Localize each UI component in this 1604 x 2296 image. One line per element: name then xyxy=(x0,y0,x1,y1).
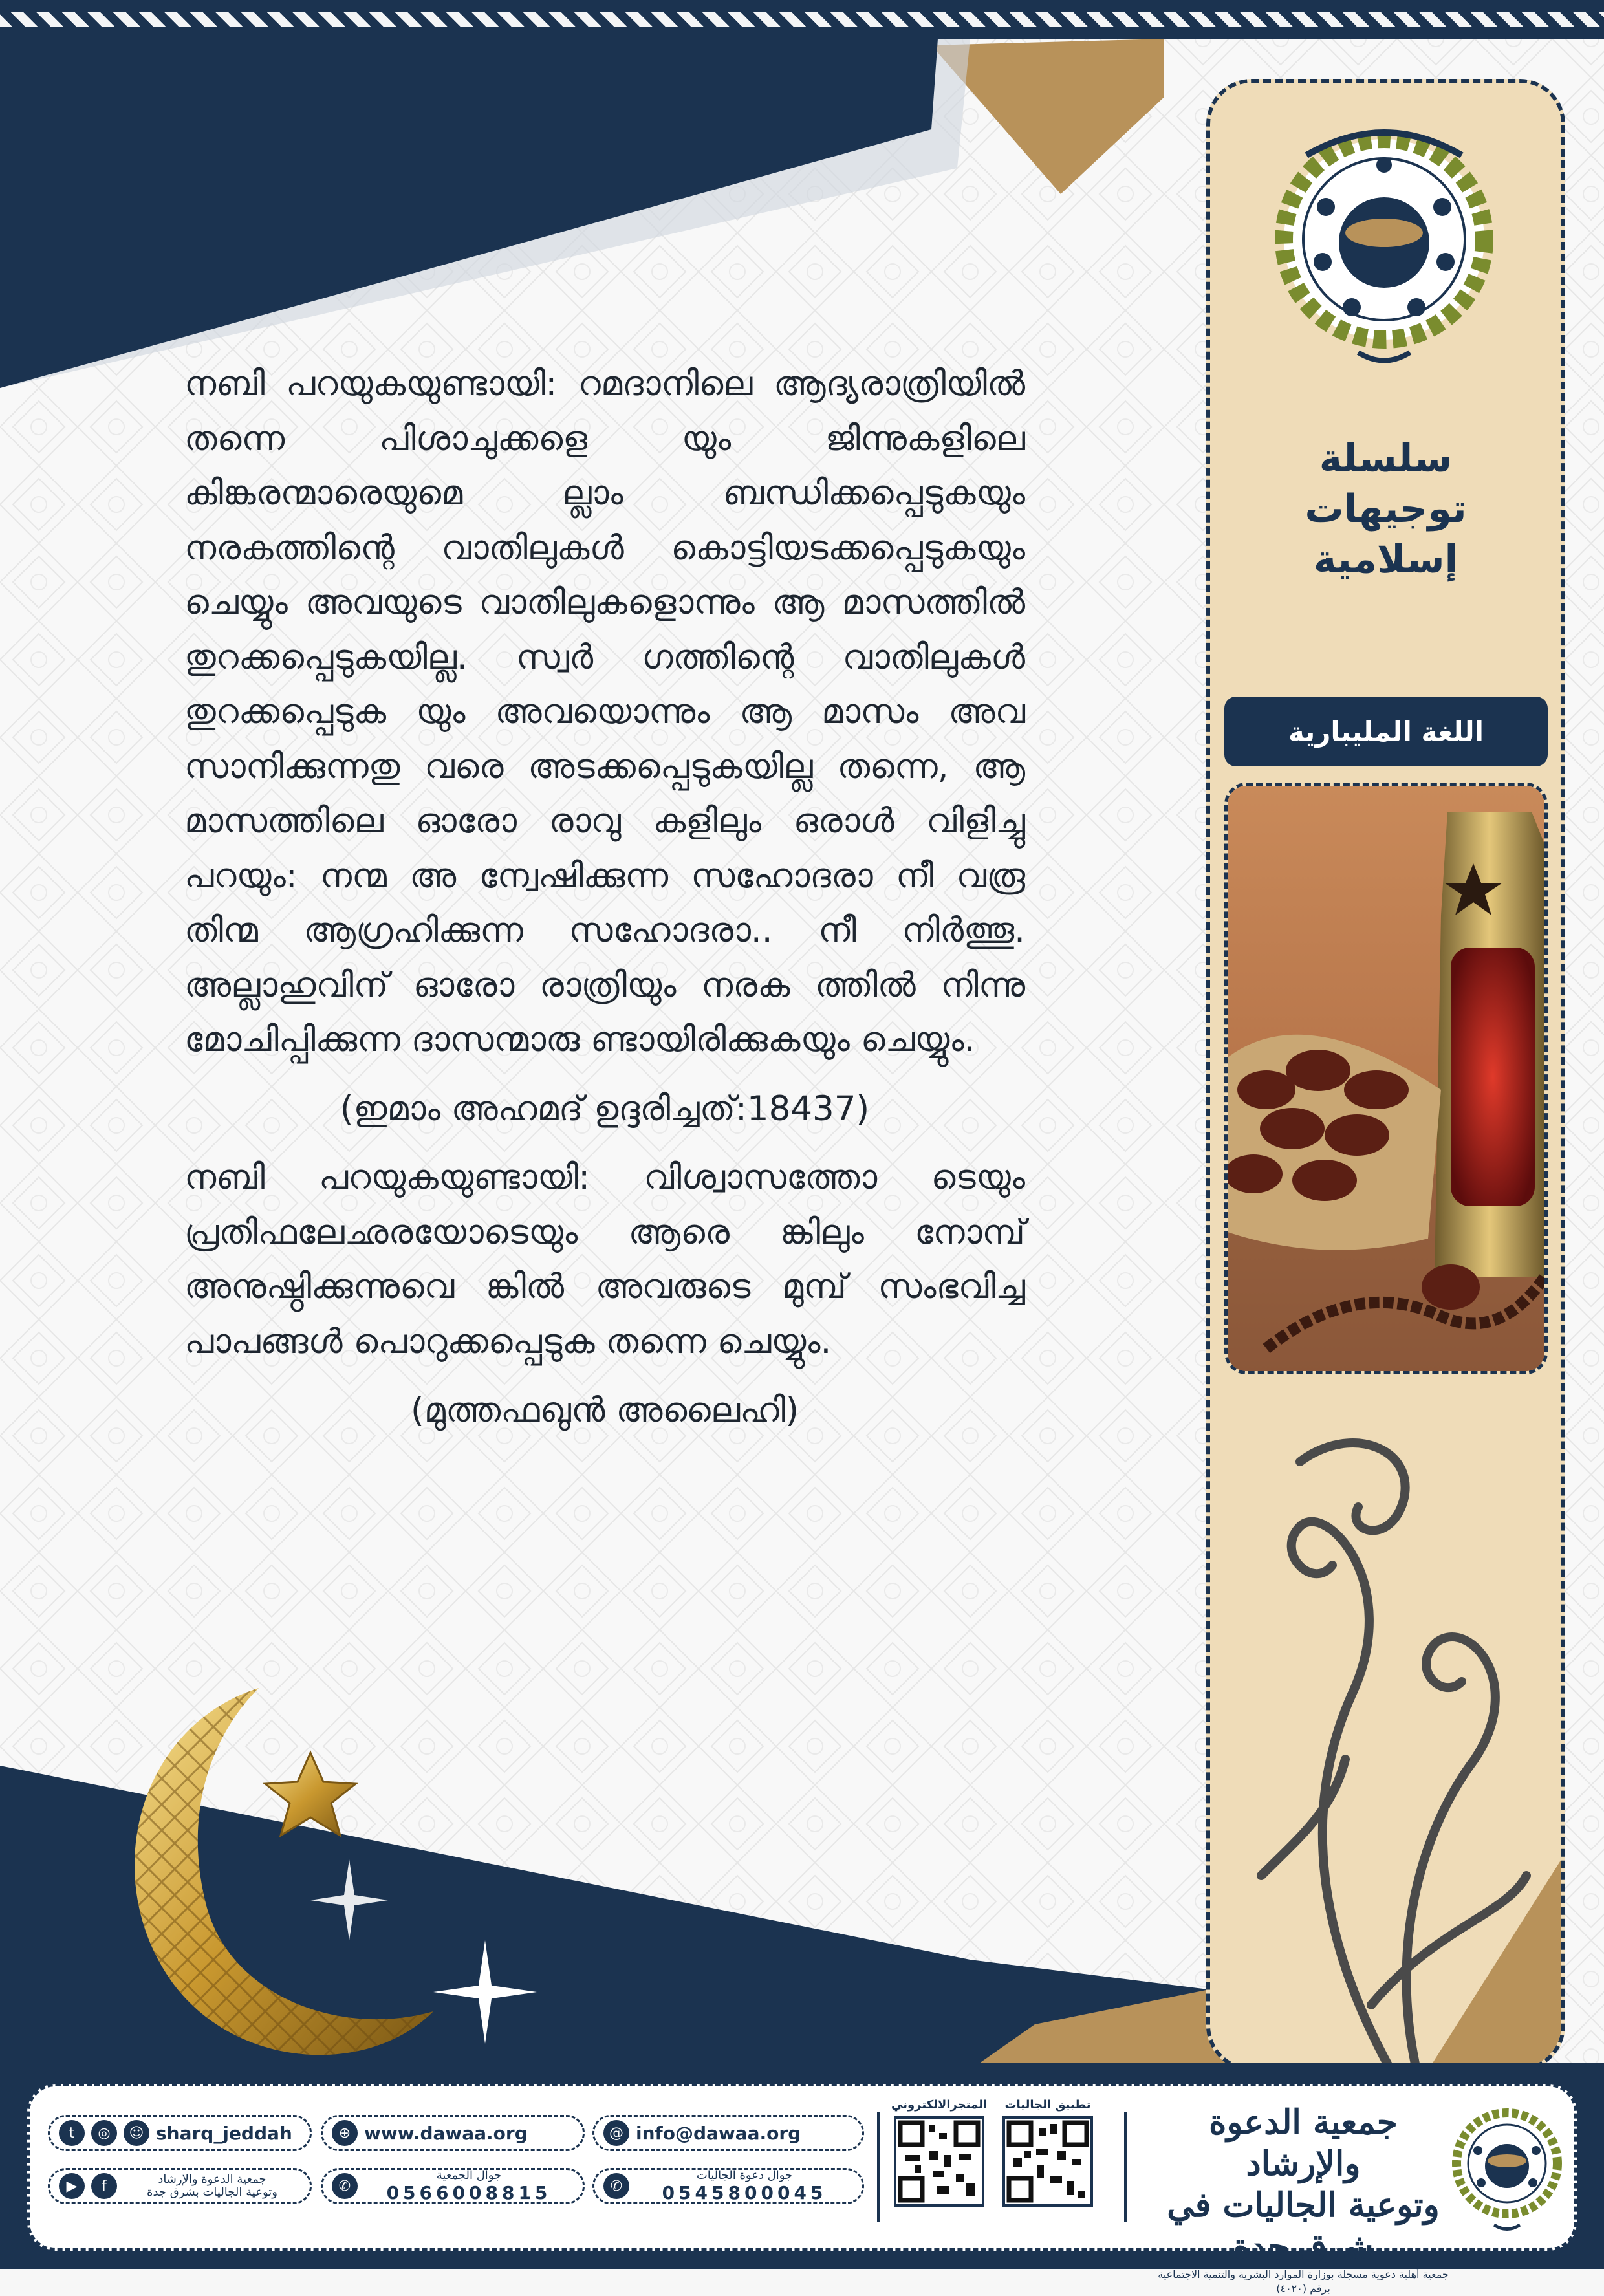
series-title-line: إسلامية xyxy=(1313,537,1458,582)
series-title-line: سلسلة xyxy=(1319,436,1453,481)
email-link[interactable] xyxy=(592,2115,864,2151)
hadith-paragraph-1: നബി പറയുകയുണ്ടായി: റമദാനിലെ ആദ്യരാത്രിയിൽ തന്നെ പിശാചുക്കളെ യും ജിന്നുകളിലെ കിങ്കരന്മാരെയുമെ ല്ലാം ബന്ധിക്കപ്പെടുകയും നരകത്തിന്റെ വാതിലുകൾ കൊട്ടിയടക്കപ്പെടുകയും ചെയ്യും അവയുടെ വാതിലുകളൊന്നും ആ മാസത്തിൽ തുറക്കപ്പെടുകയില്ല. സ്വർ ഗത്തിന്റെ വാതിലുകൾ തുറക്കപ്പെടുക യും അവയൊന്നും ആ മാസം അവ സാനിക്കുന്നതു വരെ അടക്കപ്പെടുകയില്ല തന്നെ, ആ മാസത്തിലെ ഓരോ രാവു കളിലും ഒരാൾ വിളിച്ചു പറയും: നന്മ അ ന്വേഷിക്കുന്ന സഹോദരാ നീ വരൂ തിന്മ ആഗ്രഹിക്കുന്ന സഹോദരാ.. നീ നിർത്തൂ. അല്ലാഹുവിന് ഓരോ രാത്രിയും നരക ത്തിൽ നിന്നു മോചിപ്പിക്കുന്ന ദാസന്മാരു ണ്ടായിരിക്കുകയും ചെയ്യും. xyxy=(184,364,1025,1059)
series-title xyxy=(1216,433,1555,585)
main-content xyxy=(184,357,1025,1438)
top-decoration xyxy=(0,39,1164,401)
website-text: www.dawaa.org xyxy=(364,2122,528,2144)
phone1-pill[interactable] xyxy=(321,2168,585,2204)
footer-logo xyxy=(1449,2099,1565,2235)
website-link[interactable] xyxy=(321,2115,585,2151)
social-channels-pill[interactable] xyxy=(48,2168,312,2204)
qr-code-app[interactable] xyxy=(1002,2116,1093,2207)
org-registration: جمعية أهلية دعوية مسجلة بوزارة الموارد البشرية والتنمية الاجتماعية برقم (٤٠٢٠) xyxy=(1158,2268,1449,2295)
phone2-pill[interactable] xyxy=(592,2168,864,2204)
social-handle-pill[interactable] xyxy=(48,2115,312,2151)
org-small-line: جمعية الدعوة والإرشاد xyxy=(158,2172,266,2186)
hadith-citation-2: (മുത്തഫഖുൻ അലൈഹി) xyxy=(410,1391,799,1430)
footer-divider xyxy=(877,2112,880,2222)
phone2-number: 0545800045 xyxy=(662,2182,827,2204)
top-border xyxy=(0,0,1604,39)
phone-icon: ✆ xyxy=(603,2173,629,2199)
phone2-label: جوال دعوة الجاليات xyxy=(696,2168,793,2182)
crescent-moon-decoration xyxy=(97,1675,537,2076)
snapchat-icon[interactable]: ☺ xyxy=(124,2120,149,2146)
decorative-swirl xyxy=(1222,1423,1552,2070)
qr-code-store[interactable] xyxy=(894,2116,984,2207)
qr2-label: تطبيق الجاليات xyxy=(1004,2098,1091,2112)
footer-organization-name xyxy=(1158,2102,1449,2295)
language-badge: اللغة المليبارية xyxy=(1224,697,1548,766)
ramadan-photo xyxy=(1224,783,1548,1374)
globe-icon: ⊕ xyxy=(332,2120,358,2146)
email-icon: @ xyxy=(603,2120,629,2146)
org-small-line: وتوعية الجاليات بشرق جدة xyxy=(147,2185,277,2199)
org-name-line2: وتوعية الجاليات في شرق جدة xyxy=(1167,2185,1440,2266)
qr1-label: المتجرالالكتروني xyxy=(891,2098,988,2112)
twitter-icon[interactable]: t xyxy=(59,2120,85,2146)
hadith-paragraph-2: നബി പറയുകയുണ്ടായി: വിശ്വാസത്തോ ടെയും പ്രതിഫലേഛരയോടെയും ആരെ ങ്കിലും നോമ്പ് അനുഷ്ഠിക്കുന്നുവെ ങ്കിൽ അവരുടെ മുമ്പ് സംഭവിച്ച പാപങ്ങൾ പൊറുക്കപ്പെടുക തന്നെ ചെയ്യും. xyxy=(184,1158,1025,1361)
facebook-icon[interactable]: f xyxy=(91,2173,117,2199)
phone1-number: 0566008815 xyxy=(386,2182,552,2204)
email-text: info@dawaa.org xyxy=(636,2122,801,2144)
footer-divider xyxy=(1124,2112,1127,2222)
phone-icon: ✆ xyxy=(332,2173,358,2199)
phone1-label: جوال الجمعية xyxy=(436,2168,502,2182)
instagram-icon[interactable]: ◎ xyxy=(91,2120,117,2146)
hadith-citation-1: (ഇമാം അഹമദ് ഉദ്ദരിച്ചത്:18437) xyxy=(340,1088,870,1129)
youtube-icon[interactable]: ▶ xyxy=(59,2173,85,2199)
org-name-line1: جمعية الدعوة والإرشاد xyxy=(1209,2103,1398,2183)
organization-logo xyxy=(1261,116,1507,369)
series-title-line: توجيهات xyxy=(1305,486,1467,532)
social-handle: sharq_jeddah xyxy=(156,2122,292,2144)
